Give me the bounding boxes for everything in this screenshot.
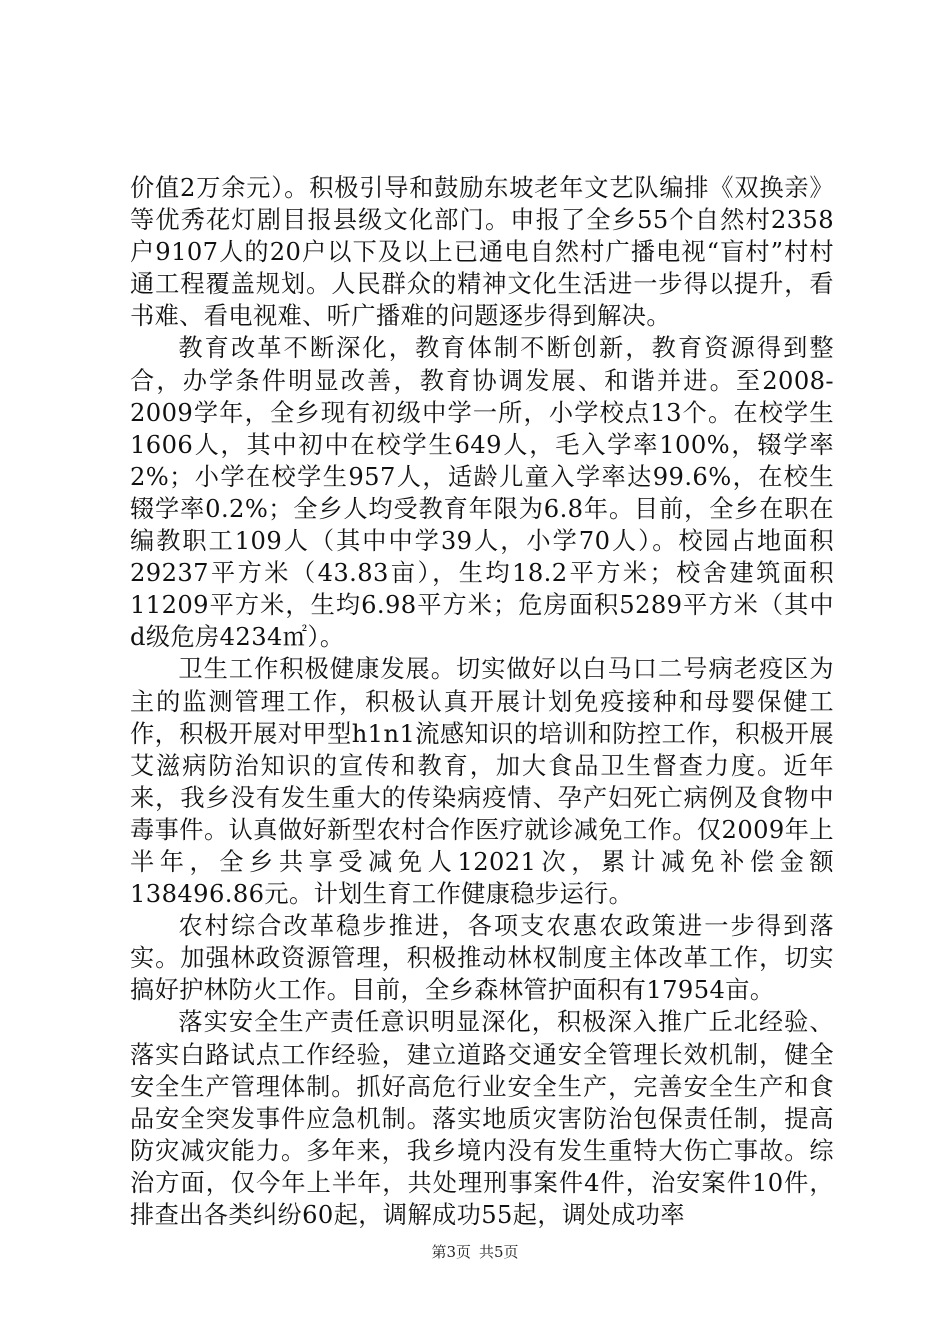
paragraph-rural-reform: 农村综合改革稳步推进，各项支农惠农政策进一步得到落实。加强林政资源管理，积极推动林权制度主体改革工作，切实搞好护林防火工作。目前，全乡森林管护面积有17954亩。 bbox=[130, 912, 834, 1005]
paragraph-culture: 价值2万余元）。积极引导和鼓励东坡老年文艺队编排《双换亲》等优秀花灯剧目报县级文化部门。申报了全乡55个自然村2358户9107人的20户以下及以上已通电自然村广播电视“盲村”村村通工程覆盖规划。人民群众的精神文化生活进一步得以提升，看书难、看电视难、听广播难的问题逐步得到解决。 bbox=[130, 174, 834, 331]
page-footer bbox=[0, 1241, 950, 1262]
paragraph-health: 卫生工作积极健康发展。切实做好以白马口二号病老疫区为主的监测管理工作，积极认真开展计划免疫接种和母婴保健工作，积极开展对甲型h1n1流感知识的培训和防控工作，积极开展艾滋病防治知识的宣传和教育，加大食品卫生督查力度。近年来，我乡没有发生重大的传染病疫情、孕产妇死亡病例及食物中毒事件。认真做好新型农村合作医疗就诊减免工作。仅2009年上半年，全乡共享受减免人12021次，累计减免补偿金额138496.86元。计划生育工作健康稳步运行。 bbox=[130, 655, 834, 909]
paragraph-education: 教育改革不断深化，教育体制不断创新，教育资源得到整合，办学条件明显改善，教育协调发展、和谐并进。至2008-2009学年，全乡现有初级中学一所，小学校点13个。在校学生1606人，其中初中在校学生649人，毛入学率100%，辍学率2%；小学在校学生957人，适龄儿童入学率达99.6%，在校生辍学率0.2%；全乡人均受教育年限为6.8年。目前，全乡在职在编教职工109人（其中中学39人，小学70人）。校园占地面积29237平方米（43.83亩），生均18.2平方米；校舍建筑面积11209平方米，生均6.98平方米；危房面积5289平方米（其中d级危房4234㎡）。 bbox=[130, 334, 834, 652]
page-total: 共5页 bbox=[479, 1243, 519, 1261]
paragraph-safety: 落实安全生产责任意识明显深化，积极深入推广丘北经验、落实白路试点工作经验，建立道路交通安全管理长效机制，健全安全生产管理体制。抓好高危行业安全生产，完善安全生产和食品安全突发事件应急机制。落实地质灾害防治包保责任制，提高防灾减灾能力。多年来，我乡境内没有发生重特大伤亡事故。综治方面，仅今年上半年，共处理刑事案件4件，治安案件10件，排查出各类纠纷60起，调解成功55起，调处成功率 bbox=[130, 1008, 834, 1229]
page-number: 第3页 bbox=[431, 1243, 471, 1261]
document-body bbox=[130, 172, 834, 1231]
